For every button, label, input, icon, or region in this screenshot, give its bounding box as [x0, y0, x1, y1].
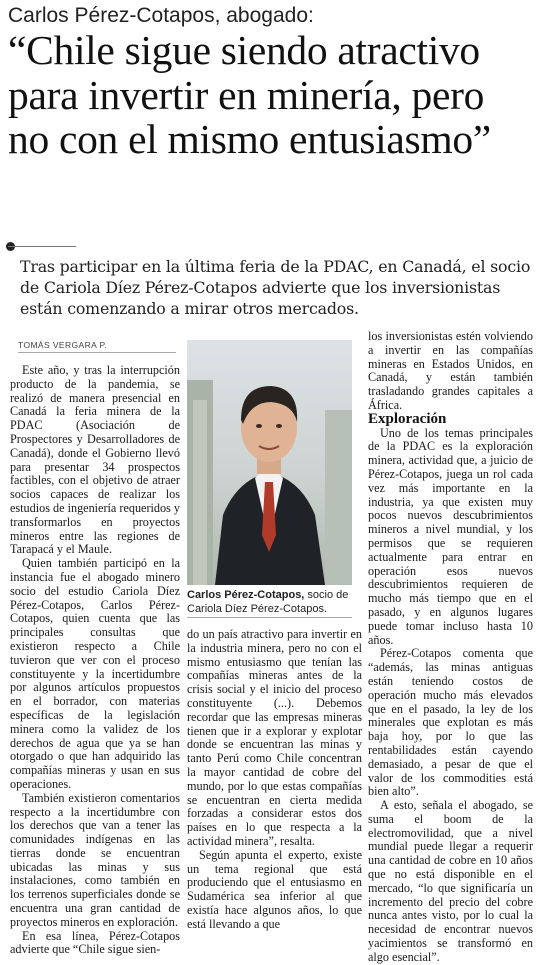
body-paragraph: Pérez-Cotapos comenta que “además, las minas antiguas están teniendo costos de operación mucho más elevados que en el pasado, la ley de los minerales que explotan es más baja hoy, por lo que las rentabilidades están cayendo demasiado, a pesar de que el valor de los commodities está bien alto”.	[368, 646, 533, 799]
caption-text: socio de Cariola Díez Pérez-Cotapos.	[187, 589, 349, 615]
body-column-2	[187, 628, 362, 932]
caption-name: Carlos Pérez-Cotapos,	[187, 589, 305, 601]
body-paragraph: Según apunta el experto, existe un tema regional que está produciendo que el entusiasmo en Sudamérica sea inferior al que existía hace algunos años, lo que está llevando a que	[187, 847, 362, 931]
body-paragraph: Uno de los temas principales de la PDAC es la exploración minera, actividad que, a juicio de Pérez-Cotapos, juega un rol cada vez más importante en la industria, ya que existen muy pocos nuevos descubrimientos mineros a nivel mundial, y los permisos que se requieren actualmente para entrar en operación esos nuevos descubrimientos requieren de mucho más tiempo que en el pasado, y en algunos lugares puede tomar incluso hasta 10 años.	[368, 425, 533, 647]
body-paragraph: do un país atractivo para invertir en la industria minera, pero no con el mismo entusiasmo que tenían las compañías mineras antes de la crisis social y el inicio del proceso constituyente (...). Debemos recordar que las empresas mineras tienen que ir a explorar y explotar donde se encuentran las minas y tanto Perú como Chile concentran la mayor cantidad de cobre del mundo, por lo que estas compañías se encuentran en cierta medida forzadas a considerar estos dos países en lo que respecta a la actividad minera”, resalta.	[187, 627, 362, 848]
body-column-1	[10, 364, 180, 957]
article-lead: Tras participar en la última feria de la PDAC, en Canadá, el socio de Cariola Díez Pérez-Cotapos advierte que los inversionistas están comenzando a mirar otros mercados.	[20, 257, 531, 318]
article-headline: “Chile sigue siendo atractivo para invertir en minería, pero no con el mismo entusiasmo”	[8, 27, 491, 162]
photo-caption	[187, 588, 363, 616]
body-paragraph: A esto, señala el abogado, se suma el boom de la electromovilidad, que a nivel mundial puede llegar a requerir una cantidad de cobre en 10 años que no está disponible en el mercado, “lo que significaría un incremento del precio del cobre nunca antes visto, por lo cual la necesidad de encontrar nuevos yacimientos se transformó en algo esencial”.	[368, 798, 533, 964]
body-paragraph: En esa línea, Pérez-Cotapos advierte que “Chile sigue sien-	[10, 928, 180, 957]
body-column-3	[368, 330, 533, 965]
headline-rule	[8, 246, 76, 247]
body-paragraph: Este año, y tras la interrupción producto de la pandemia, se realizó de manera presencial en Canadá la feria minera de la PDAC (Asociación de Prospectores y Desarrolladores de Canadá), donde el Gobierno llevó para presentar 34 prospectos factibles, con el objetivo de atraer socios capaces de realizar los estudios de ingeniería requeridos y transformarlos en proyectos mineros entre las regiones de Tarapacá y el Maule.	[10, 363, 180, 557]
body-paragraph: También existieron comentarios respecto a la incertidumbre con los derechos que van a tener las comunidades indígenas en las tierras donde se encuentran ubicadas las minas y sus instalaciones, como también en los terrenos superficiales donde se encuentra una gran cantidad de proyectos mineros en exploración.	[10, 790, 180, 929]
caption-rule	[187, 617, 352, 618]
body-paragraph: los inversionistas estén volviendo a invertir en las compañías mineras en Estados Unidos, en Canadá, y están también trasladando grandes capitales a África.	[368, 329, 533, 412]
byline-rule	[18, 352, 176, 353]
body-paragraph: Quien también participó en la instancia fue el abogado minero socio del estudio Cariola Díez Pérez-Cotapos, Carlos Pérez-Cotapos, quien cuenta que las principales consultas que existieron respecto a Chile tuvieron que ver con el proceso constituyente y la incertidumbre por algunos artículos propuestos en el borrador, con materias específicas de la legislación minera como la validez de los derechos de agua que ya se han otorgado o que han adquirido las compañías mineras y usan en sus operaciones.	[10, 556, 180, 791]
section-subhead: Exploración	[368, 410, 447, 427]
article-kicker: Carlos Pérez-Cotapos, abogado:	[8, 4, 314, 27]
article-byline: TOMÁS VERGARA P.	[18, 340, 108, 350]
portrait-photo	[187, 340, 352, 585]
portrait-illustration	[187, 340, 352, 585]
